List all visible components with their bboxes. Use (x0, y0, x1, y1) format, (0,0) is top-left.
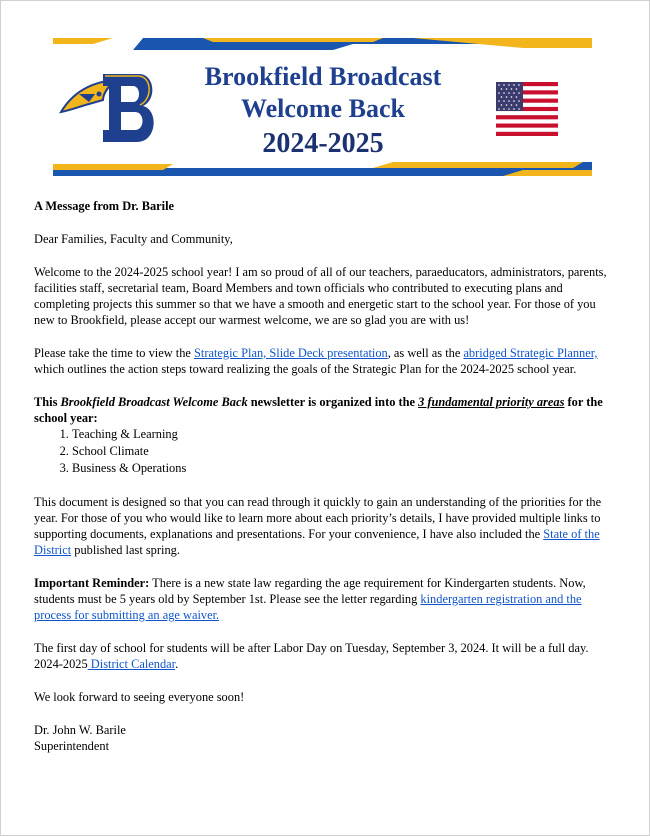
priority-list (34, 426, 614, 477)
banner-title: Brookfield Broadcast (204, 62, 442, 91)
letter-body (34, 198, 614, 754)
list-item: 1. Teaching & Learning (72, 426, 614, 443)
state-of-district-link[interactable]: State of the District (34, 527, 600, 557)
letter-heading: A Message from Dr. Barile (34, 199, 175, 213)
signature-title: Superintendent (34, 739, 110, 753)
closing-line: We look forward to seeing everyone soon! (34, 690, 245, 704)
first-day-paragraph: The first day of school for students will be after Labor Day on Tuesday, September 3, 2024. It will be a full day. 2024-2025 District Calendar. (34, 641, 589, 671)
kindergarten-registration-link[interactable]: kindergarten registration and the process for submitting an age waiver. (34, 592, 582, 622)
banner-year: 2024-2025 (262, 128, 384, 159)
american-flag-icon (496, 82, 558, 136)
abridged-planner-link[interactable]: abridged Strategic Planner, (463, 346, 598, 360)
welcome-paragraph: Welcome to the 2024-2025 school year! I am so proud of all of our teachers, paraeducators, administrators, parents, facilities staff, secretarial team, Board Members and town officials who contributed to executing plans and completing projects this summer so that we have a smooth and energetic start to the school year. For those of you new to Brookfield, please accept our warmest welcome, we are so glad you are with us! (34, 265, 607, 327)
important-reminder-paragraph: Important Reminder: There is a new state law regarding the age requirement for Kindergarten students. Now, students must be 5 years old by September 1st. Please see the letter regarding kindergarten registration and the process for submitting an age waiver. (34, 576, 586, 622)
greeting: Dear Families, Faculty and Community, (34, 232, 233, 246)
district-calendar-link[interactable]: District Calendar (87, 657, 176, 671)
header-banner (53, 38, 592, 176)
banner-subtitle: Welcome Back (241, 94, 405, 123)
strategic-plan-paragraph: Please take the time to view the Strategic Plan, Slide Deck presentation, as well as the abridged Strategic Planner, which outlines the action steps toward realizing the goals of the Strategic Plan for the 2024-2025 school year. (34, 346, 598, 376)
bobcat-b-logo (59, 64, 159, 150)
priorities-intro: This Brookfield Broadcast Welcome Back newsletter is organized into the 3 fundamental priority areas for the school year: (34, 395, 603, 425)
document-overview-paragraph: This document is designed so that you can read through it quickly to gain an understanding of the priorities for the year. For those of you who would like to learn more about each priority’s details, I have provided multiple links to supporting documents, explanations and presentations. For your convenience, I have also included the State of the District published last spring. (34, 495, 602, 557)
reminder-label: Important Reminder: (34, 576, 150, 590)
signature-name: Dr. John W. Barile (34, 723, 126, 737)
list-item: 2. School Climate (72, 443, 614, 460)
list-item: 3. Business & Operations (72, 460, 614, 477)
strategic-plan-link[interactable]: Strategic Plan, Slide Deck presentation (194, 346, 388, 360)
priority-areas-underline: 3 fundamental priority areas (418, 395, 565, 409)
